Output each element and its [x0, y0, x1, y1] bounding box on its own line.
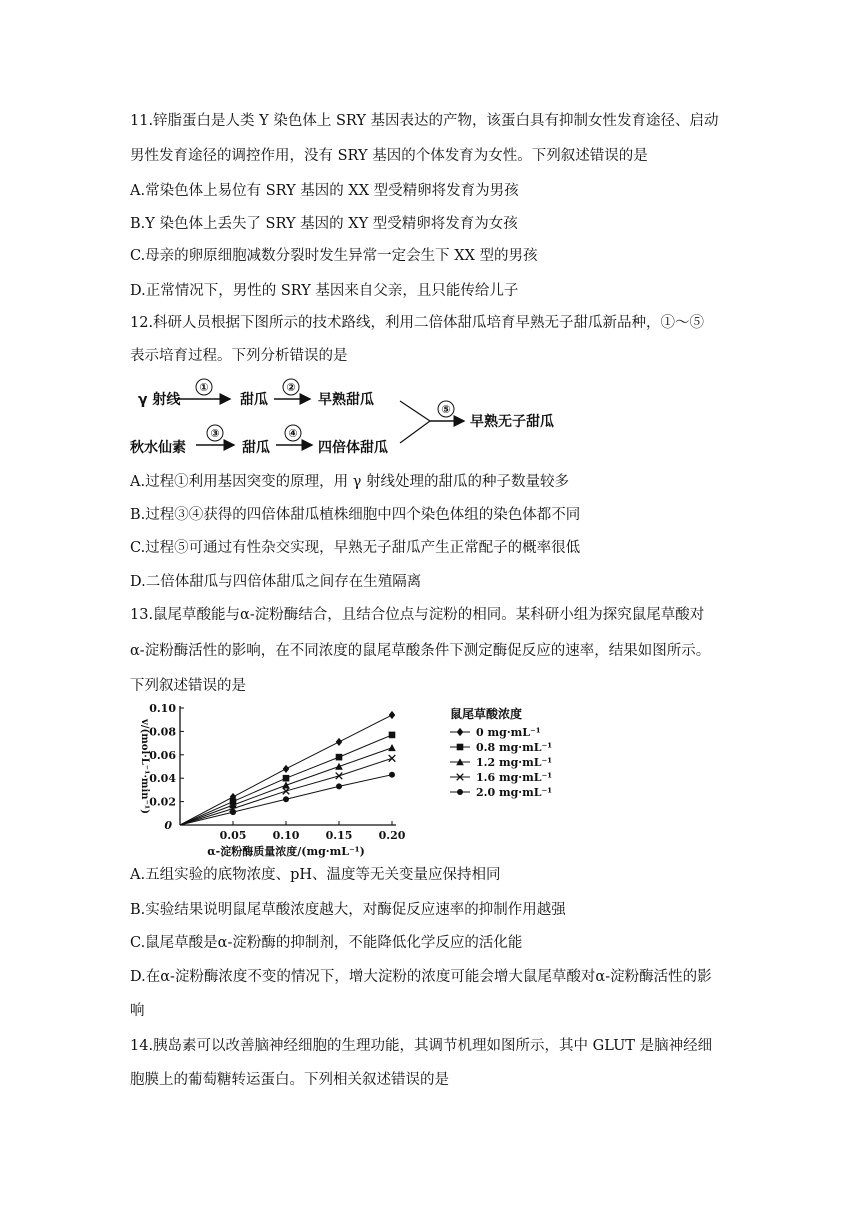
step2-label: ② [286, 381, 296, 394]
marker-square [389, 732, 396, 739]
merge-line-bottom [400, 421, 430, 443]
q13-option-b: B.实验结果说明鼠尾草酸浓度越大，对酶促反应速率的抑制作用越强 [130, 902, 566, 918]
seedless-melon-label: 早熟无子甜瓜 [470, 414, 554, 430]
q11-option-c: C.母亲的卵原细胞减数分裂时发生异常一定会生下 XX 型的男孩 [130, 248, 538, 264]
step3-label: ③ [210, 427, 220, 440]
legend-item-4 [450, 786, 552, 799]
step5-label: ⑤ [441, 403, 451, 416]
marker-square [336, 754, 343, 761]
q14-stem-line1: 14.胰岛素可以改善脑神经细胞的生理功能，其调节机理如图所示，其中 GLUT 是脑神经细 [130, 1038, 713, 1054]
y-tick-label: 0.10 [149, 702, 176, 715]
marker-diamond [457, 728, 464, 736]
marker-circle [283, 796, 289, 802]
marker-triangle [282, 781, 290, 788]
x-tick-label: 0.10 [272, 829, 300, 842]
marker-triangle [335, 763, 343, 770]
step4-label: ④ [288, 427, 298, 440]
q12-option-b: B.过程③④获得的四倍体甜瓜植株细胞中四个染色体组的染色体都不同 [130, 507, 581, 523]
legend-label: 2.0 mg·mL⁻¹ [476, 786, 553, 799]
melon-label-1: 甜瓜 [240, 392, 268, 408]
q13-option-c: C.鼠尾草酸是α-淀粉酶的抑制剂，不能降低化学反应的活化能 [130, 935, 523, 951]
x-tick-label: 0.15 [325, 829, 353, 842]
colchicine-label: 秋水仙素 [130, 440, 186, 456]
step1-label: ① [199, 381, 209, 394]
q11-option-a: A.常染色体上易位有 SRY 基因的 XX 型受精卵将发育为男孩 [130, 183, 519, 199]
marker-square [283, 775, 290, 782]
marker-circle [457, 789, 463, 795]
marker-circle [230, 809, 236, 815]
breeding-flow-diagram [130, 375, 570, 465]
q11-stem-line1: 11.锌脂蛋白是人类 Y 染色体上 SRY 基因表达的产物，该蛋白具有抑制女性发育途径、启动 [130, 113, 719, 129]
x-axis-title: α-淀粉酶质量浓度/(mg·mL⁻¹) [207, 845, 365, 858]
gamma-ray-label: γ 射线 [138, 392, 181, 408]
legend-label: 0.8 mg·mL⁻¹ [476, 741, 553, 754]
series-2 [180, 744, 396, 825]
marker-cross [389, 755, 396, 762]
y-tick-label: 0.08 [149, 725, 176, 739]
enzyme-rate-chart [130, 700, 570, 860]
legend-label: 1.6 mg·mL⁻¹ [476, 771, 553, 784]
merge-line-top [400, 401, 430, 421]
q12-option-d: D.二倍体甜瓜与四倍体甜瓜之间存在生殖隔离 [130, 574, 422, 590]
legend-label: 0 mg·mL⁻¹ [476, 726, 541, 739]
q12-stem-line2: 表示培育过程。下列分析错误的是 [130, 348, 348, 364]
q13-stem-line2: α-淀粉酶活性的影响，在不同浓度的鼠尾草酸条件下测定酶促反应的速率，结果如图所示。 [130, 643, 711, 659]
y-tick-label: 0.06 [149, 748, 176, 762]
marker-cross [283, 788, 290, 795]
series-1 [180, 732, 395, 825]
q13-stem-line1: 13.鼠尾草酸能与α-淀粉酶结合，且结合位点与淀粉的相同。某科研小组为探究鼠尾草酸对 [130, 607, 705, 623]
marker-triangle [388, 744, 396, 751]
series-3 [180, 755, 395, 825]
chart-legend [450, 706, 552, 799]
marker-circle [336, 783, 342, 789]
marker-circle [389, 772, 395, 778]
q13-option-d-continued: 响 [130, 1003, 145, 1019]
marker-cross [336, 773, 343, 780]
marker-square [457, 744, 464, 751]
x-tick-label: 0.20 [378, 829, 406, 842]
marker-diamond [336, 738, 343, 746]
y-tick-label: 0.04 [149, 772, 176, 786]
q13-stem-line3: 下列叙述错误的是 [130, 678, 246, 694]
q11-option-b: B.Y 染色体上丢失了 SRY 基因的 XY 型受精卵将发育为女孩 [130, 216, 518, 232]
q13-option-a: A.五组实验的底物浓度、pH、温度等无关变量应保持相同 [130, 867, 501, 883]
legend-item-0 [450, 726, 541, 739]
q13-option-d: D.在α-淀粉酶浓度不变的情况下，增大淀粉的浓度可能会增大鼠尾草酸对α-淀粉酶活性的影 [130, 969, 712, 985]
legend-label: 1.2 mg·mL⁻¹ [476, 756, 553, 769]
chart-series [180, 711, 396, 825]
melon-label-2: 甜瓜 [242, 440, 270, 456]
q14-stem-line2: 胞膜上的葡萄糖转运蛋白。下列相关叙述错误的是 [130, 1072, 449, 1088]
marker-diamond [283, 765, 290, 773]
y-axis-title: v/(mol·L⁻¹·min⁻¹) [139, 719, 150, 814]
tetraploid-label: 四倍体甜瓜 [318, 440, 388, 456]
early-melon-label: 早熟甜瓜 [318, 392, 374, 408]
q12-option-a: A.过程①利用基因突变的原理，用 γ 射线处理的甜瓜的种子数量较多 [130, 474, 569, 490]
y-tick-label: 0.02 [149, 795, 176, 809]
legend-item-2 [450, 756, 552, 769]
q12-option-c: C.过程⑤可通过有性杂交实现，早熟无子甜瓜产生正常配子的概率很低 [130, 540, 581, 556]
x-tick-label: 0.05 [219, 829, 247, 842]
marker-diamond [389, 711, 396, 719]
q11-option-d: D.正常情况下，男性的 SRY 基因来自父亲，且只能传给儿子 [130, 283, 519, 299]
legend-title: 鼠尾草酸浓度 [450, 707, 523, 721]
origin-label: 0 [164, 819, 172, 832]
q11-stem-line2: 男性发育途径的调控作用，没有 SRY 基因的个体发育为女性。下列叙述错误的是 [130, 148, 648, 164]
q12-stem-line1: 12.科研人员根据下图所示的技术路线，利用二倍体甜瓜培育早熟无子甜瓜新品种，①～⑤ [130, 315, 705, 331]
legend-item-1 [450, 741, 552, 754]
legend-item-3 [450, 771, 552, 784]
